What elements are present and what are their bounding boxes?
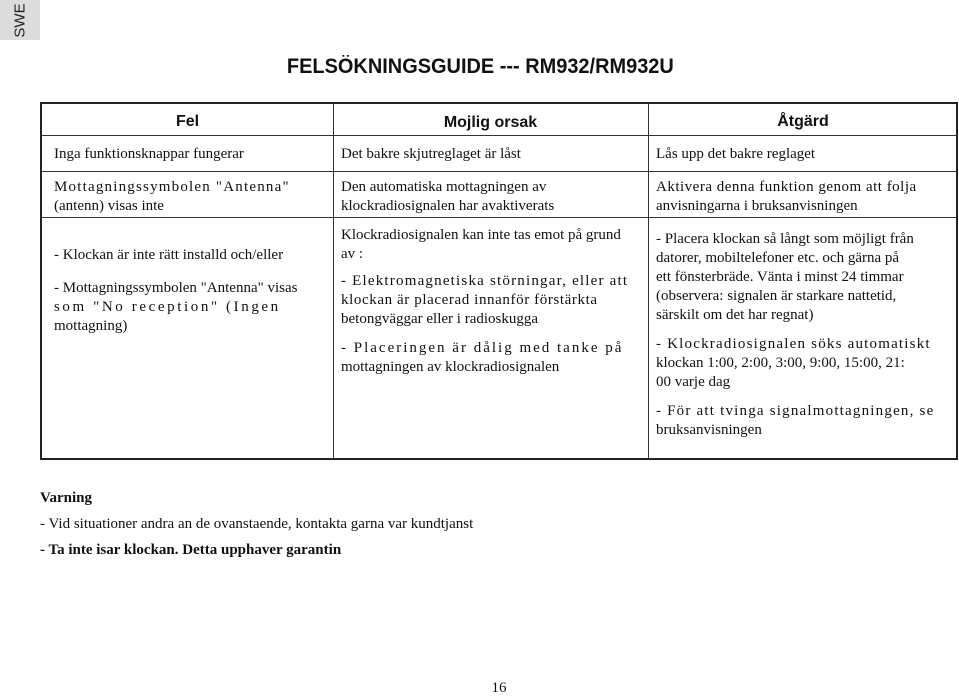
row3-fel-item bbox=[54, 279, 329, 336]
page-title: FELSÖKNINGSGUIDE --- RM932/RM932U bbox=[286, 55, 674, 78]
row3-fel-item: - Klockan är inte rätt installd och/eller bbox=[54, 247, 284, 263]
warning-line: - Vid situationer andra an de ovanstaende, kontakta garna var kundtjanst bbox=[40, 516, 474, 532]
row3-orsak-line: mottagningen av klockradiosignalen bbox=[341, 359, 560, 375]
row3-atgard-line: - För att tvinga signalmottagningen, se bbox=[656, 403, 935, 419]
row3-orsak-line: Klockradiosignalen kan inte tas emot på grund bbox=[341, 227, 621, 243]
header-atgard: Åtgärd bbox=[777, 113, 829, 130]
page-number: 16 bbox=[491, 680, 507, 696]
row3-atgard-line: (observera: signalen är starkare nattetid, bbox=[656, 288, 897, 304]
row3-orsak-line: - Elektromagnetiska störningar, eller att bbox=[341, 273, 629, 289]
row2-orsak bbox=[341, 178, 641, 216]
row2-fel bbox=[54, 178, 329, 216]
row-divider bbox=[42, 135, 956, 136]
row2-orsak-line: klockradiosignalen har avaktiverats bbox=[341, 198, 555, 214]
row-divider bbox=[42, 217, 956, 218]
row3-atgard-line: bruksanvisningen bbox=[656, 422, 762, 438]
row3-fel-line: som "No reception" (Ingen bbox=[54, 299, 281, 315]
row3-atgard-item bbox=[656, 335, 956, 392]
row3-atgard bbox=[656, 230, 956, 440]
column-divider bbox=[333, 104, 334, 458]
row3-atgard-line: 00 varje dag bbox=[656, 374, 731, 390]
language-tab bbox=[0, 0, 40, 40]
row2-fel-line: Mottagningssymbolen "Antenna" bbox=[54, 179, 290, 195]
row2-orsak-line: Den automatiska mottagningen av bbox=[341, 179, 547, 195]
warning-section bbox=[40, 485, 473, 563]
row1-atgard: Lås upp det bakre reglaget bbox=[656, 146, 816, 162]
row-divider bbox=[42, 171, 956, 172]
row2-atgard bbox=[656, 178, 956, 216]
row3-atgard-item bbox=[656, 402, 956, 440]
row3-atgard-line: klockan 1:00, 2:00, 3:00, 9:00, 15:00, 21: bbox=[656, 355, 905, 371]
row2-atgard-line: Aktivera denna funktion genom att folja bbox=[656, 179, 917, 195]
row3-orsak bbox=[341, 226, 646, 377]
row1-fel: Inga funktionsknappar fungerar bbox=[54, 146, 244, 162]
row1-orsak: Det bakre skjutreglaget är låst bbox=[341, 146, 521, 162]
troubleshooting-table bbox=[40, 102, 958, 460]
row3-orsak-line: betongväggar eller i radioskugga bbox=[341, 311, 539, 327]
row3-atgard-line: ett fönsterbräde. Vänta i minst 24 timmar bbox=[656, 269, 904, 285]
row3-orsak-line: av : bbox=[341, 246, 364, 262]
language-label: SWE bbox=[11, 2, 29, 38]
row3-atgard-line: - Placera klockan så långt som möjligt från bbox=[656, 231, 914, 247]
warning-title: Varning bbox=[40, 490, 92, 506]
row2-atgard-line: anvisningarna i bruksanvisningen bbox=[656, 198, 858, 214]
row2-fel-line: (antenn) visas inte bbox=[54, 198, 164, 214]
header-orsak: Mojlig orsak bbox=[443, 114, 538, 131]
warning-line: - Ta inte isar klockan. Detta upphaver garantin bbox=[40, 542, 342, 558]
row3-atgard-line: - Klockradiosignalen söks automatiskt bbox=[656, 336, 931, 352]
row3-orsak-item bbox=[341, 272, 646, 329]
column-divider bbox=[648, 104, 649, 458]
row3-fel-line: mottagning) bbox=[54, 318, 128, 334]
row3-fel bbox=[54, 246, 329, 336]
row3-atgard-item bbox=[656, 230, 956, 325]
row3-fel-line: - Mottagningssymbolen "Antenna" visas bbox=[54, 280, 298, 296]
row3-atgard-line: särskilt om det har regnat) bbox=[656, 307, 814, 323]
header-fel: Fel bbox=[175, 113, 200, 130]
row3-orsak-item bbox=[341, 339, 646, 377]
row3-atgard-line: datorer, mobiltelefoner etc. och gärna på bbox=[656, 250, 900, 266]
row3-orsak-line: klockan är placerad innanför förstärkta bbox=[341, 292, 598, 308]
row3-orsak-line: - Placeringen är dålig med tanke på bbox=[341, 340, 624, 356]
